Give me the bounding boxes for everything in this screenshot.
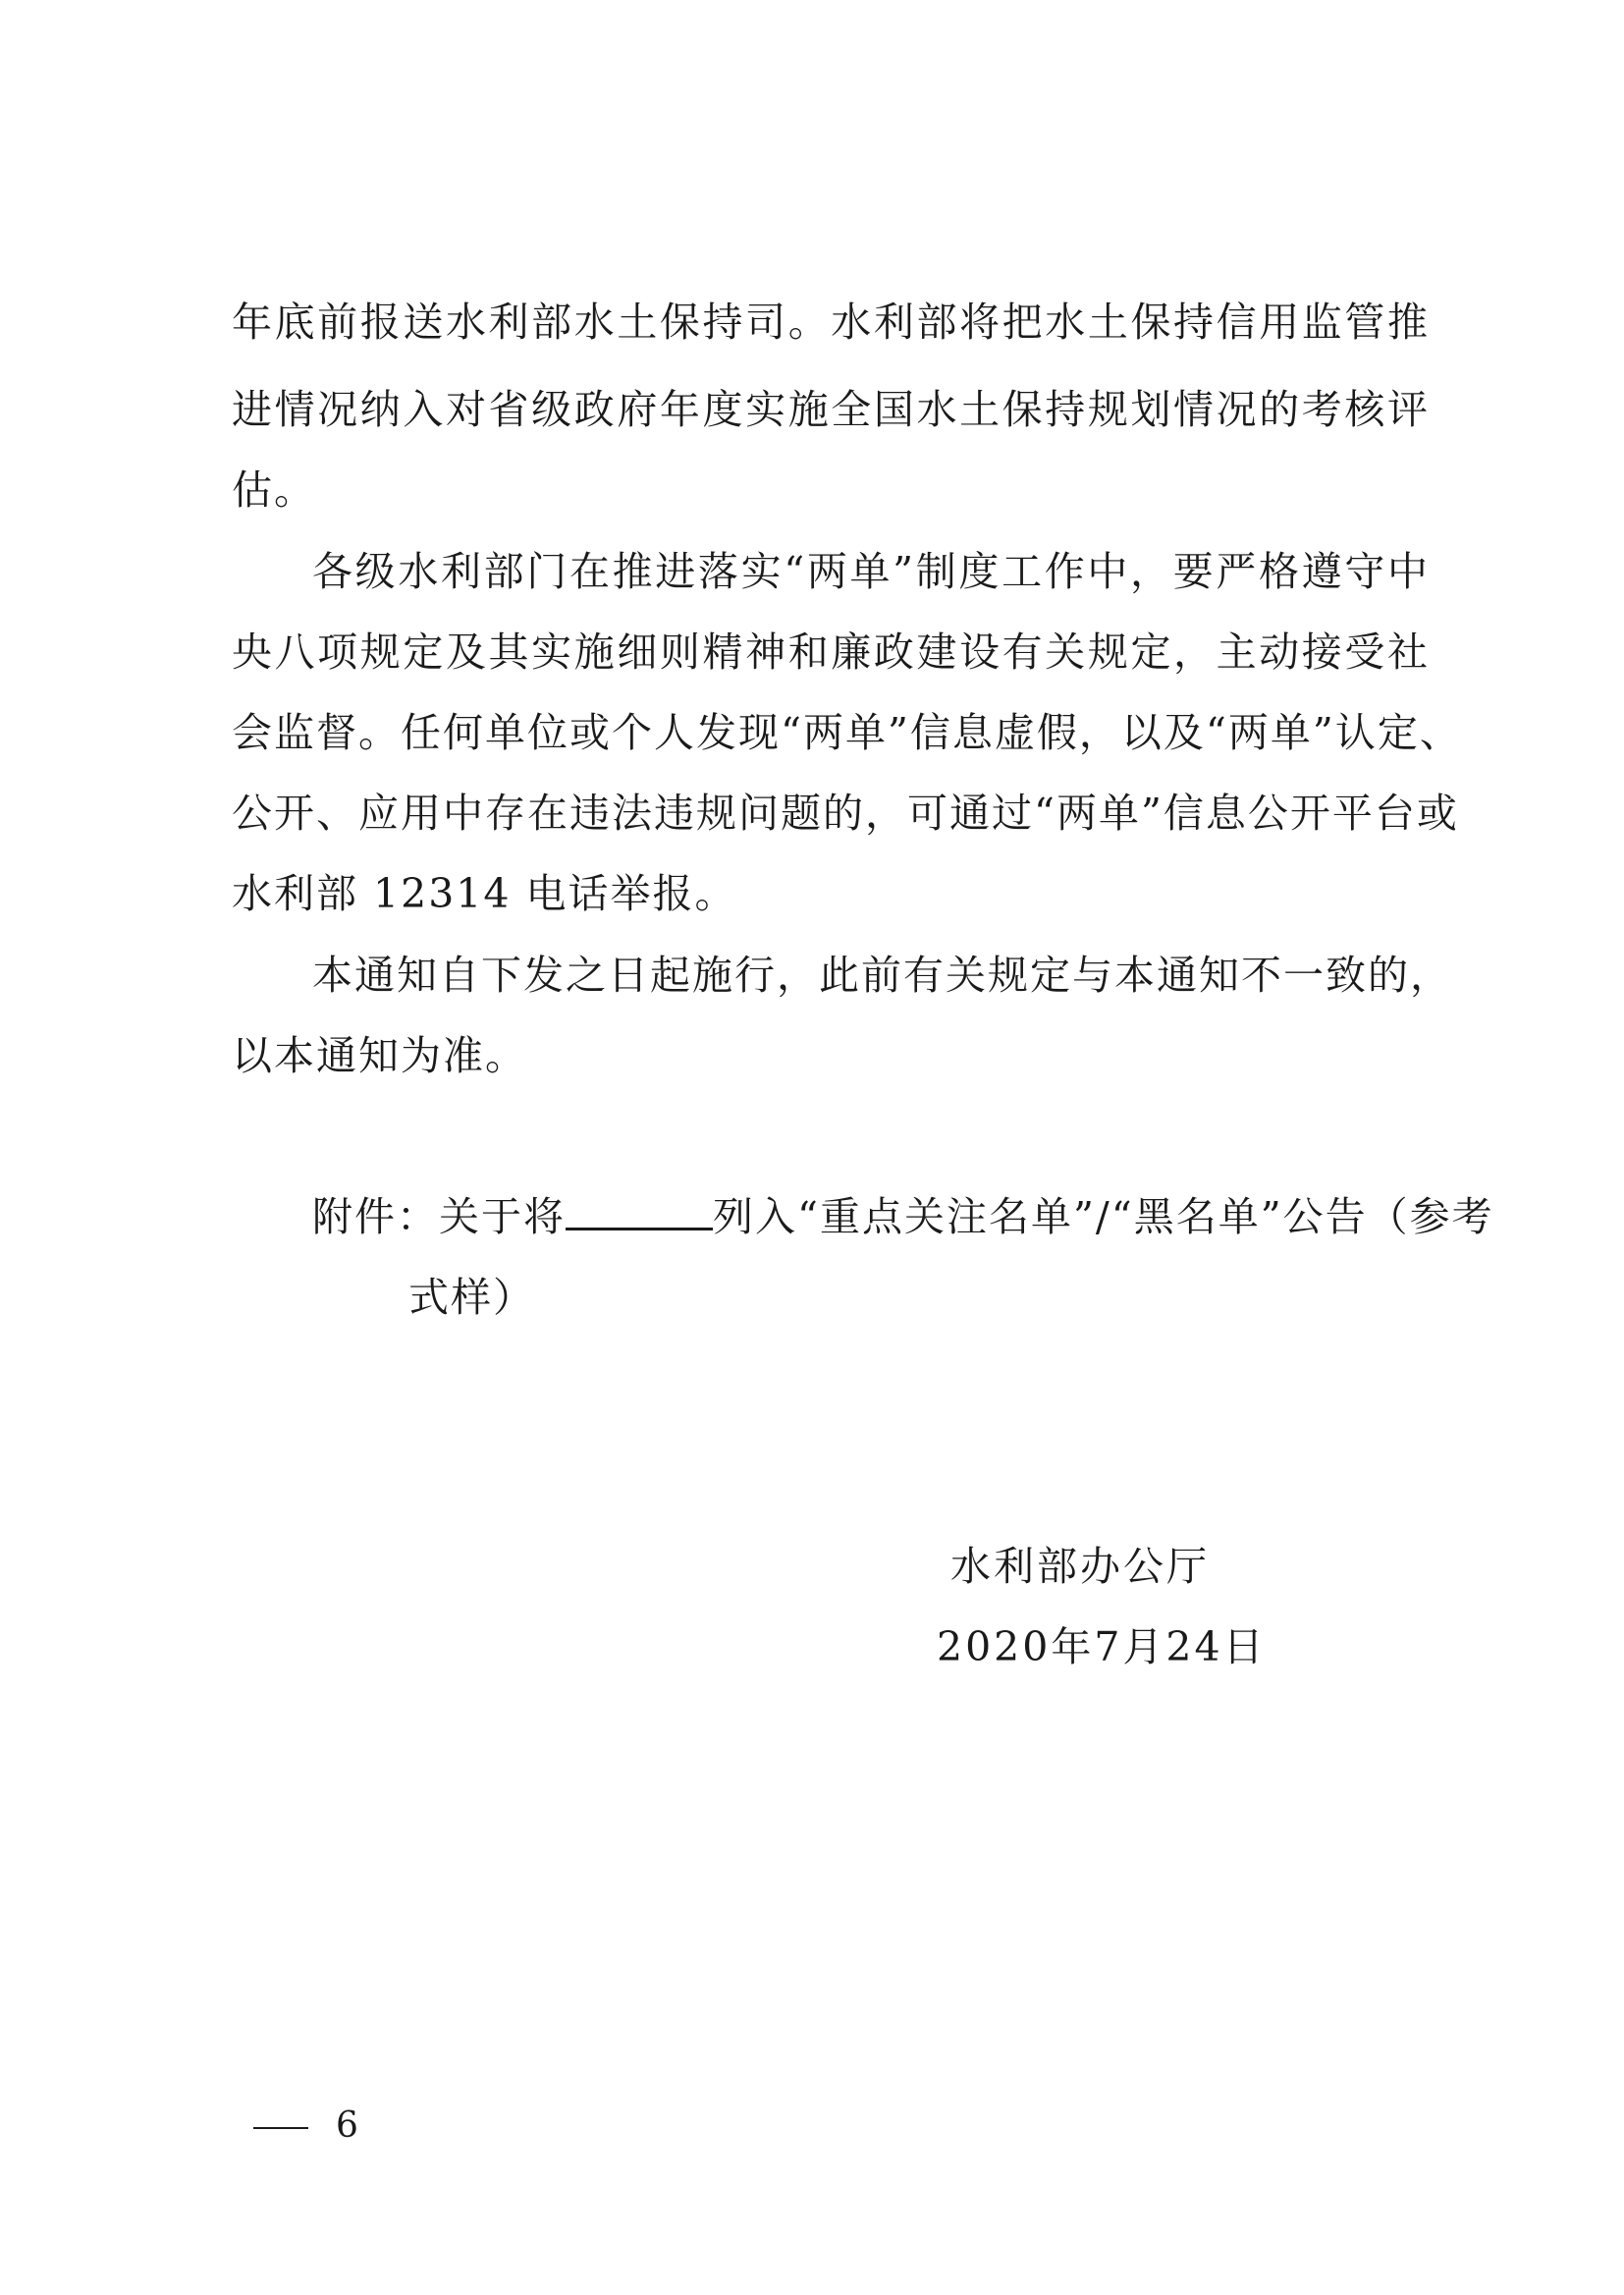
page-footer <box>253 2102 358 2151</box>
paragraph-3-line-2: 以本通知为准。 <box>232 1032 527 1079</box>
attachment-continuation: 式样） <box>408 1274 535 1321</box>
attachment-line <box>312 1187 1494 1246</box>
paragraph-1-line-1: 年底前报送水利部水土保持司。水利部将把水土保持信用监管推 <box>232 299 1430 346</box>
signature-office: 水利部办公厅 <box>950 1543 1210 1590</box>
attachment-prefix: 附件：关于将 <box>312 1193 566 1240</box>
paragraph-2-line-2: 央八项规定及其实施细则精神和廉政建设有关规定，主动接受社 <box>232 628 1430 676</box>
page-number: 6 <box>336 2105 358 2146</box>
paragraph-1-line-3: 估。 <box>232 466 316 514</box>
paragraph-2-line-3: 会监督。任何单位或个人发现“两单”信息虚假，以及“两单”认定、 <box>232 709 1462 756</box>
paragraph-1-line-2: 进情况纳入对省级政府年度实施全国水土保持规划情况的考核评 <box>232 386 1430 433</box>
signature-date: 2020年7月24日 <box>937 1623 1267 1670</box>
paragraph-2-line-4: 公开、应用中存在违法违规问题的，可通过“两单”信息公开平台或 <box>232 790 1459 837</box>
attachment-blank <box>566 1194 713 1230</box>
paragraph-2-line-1: 各级水利部门在推进落实“两单”制度工作中，要严格遵守中 <box>312 548 1430 595</box>
paragraph-3-line-1: 本通知自下发之日起施行，此前有关规定与本通知不一致的， <box>312 952 1452 999</box>
footer-dash <box>253 2127 308 2129</box>
paragraph-2-line-5: 水利部 12314 电话举报。 <box>232 870 737 917</box>
attachment-suffix: 列入“重点关注名单”/“黑名单”公告（参考 <box>713 1193 1494 1240</box>
